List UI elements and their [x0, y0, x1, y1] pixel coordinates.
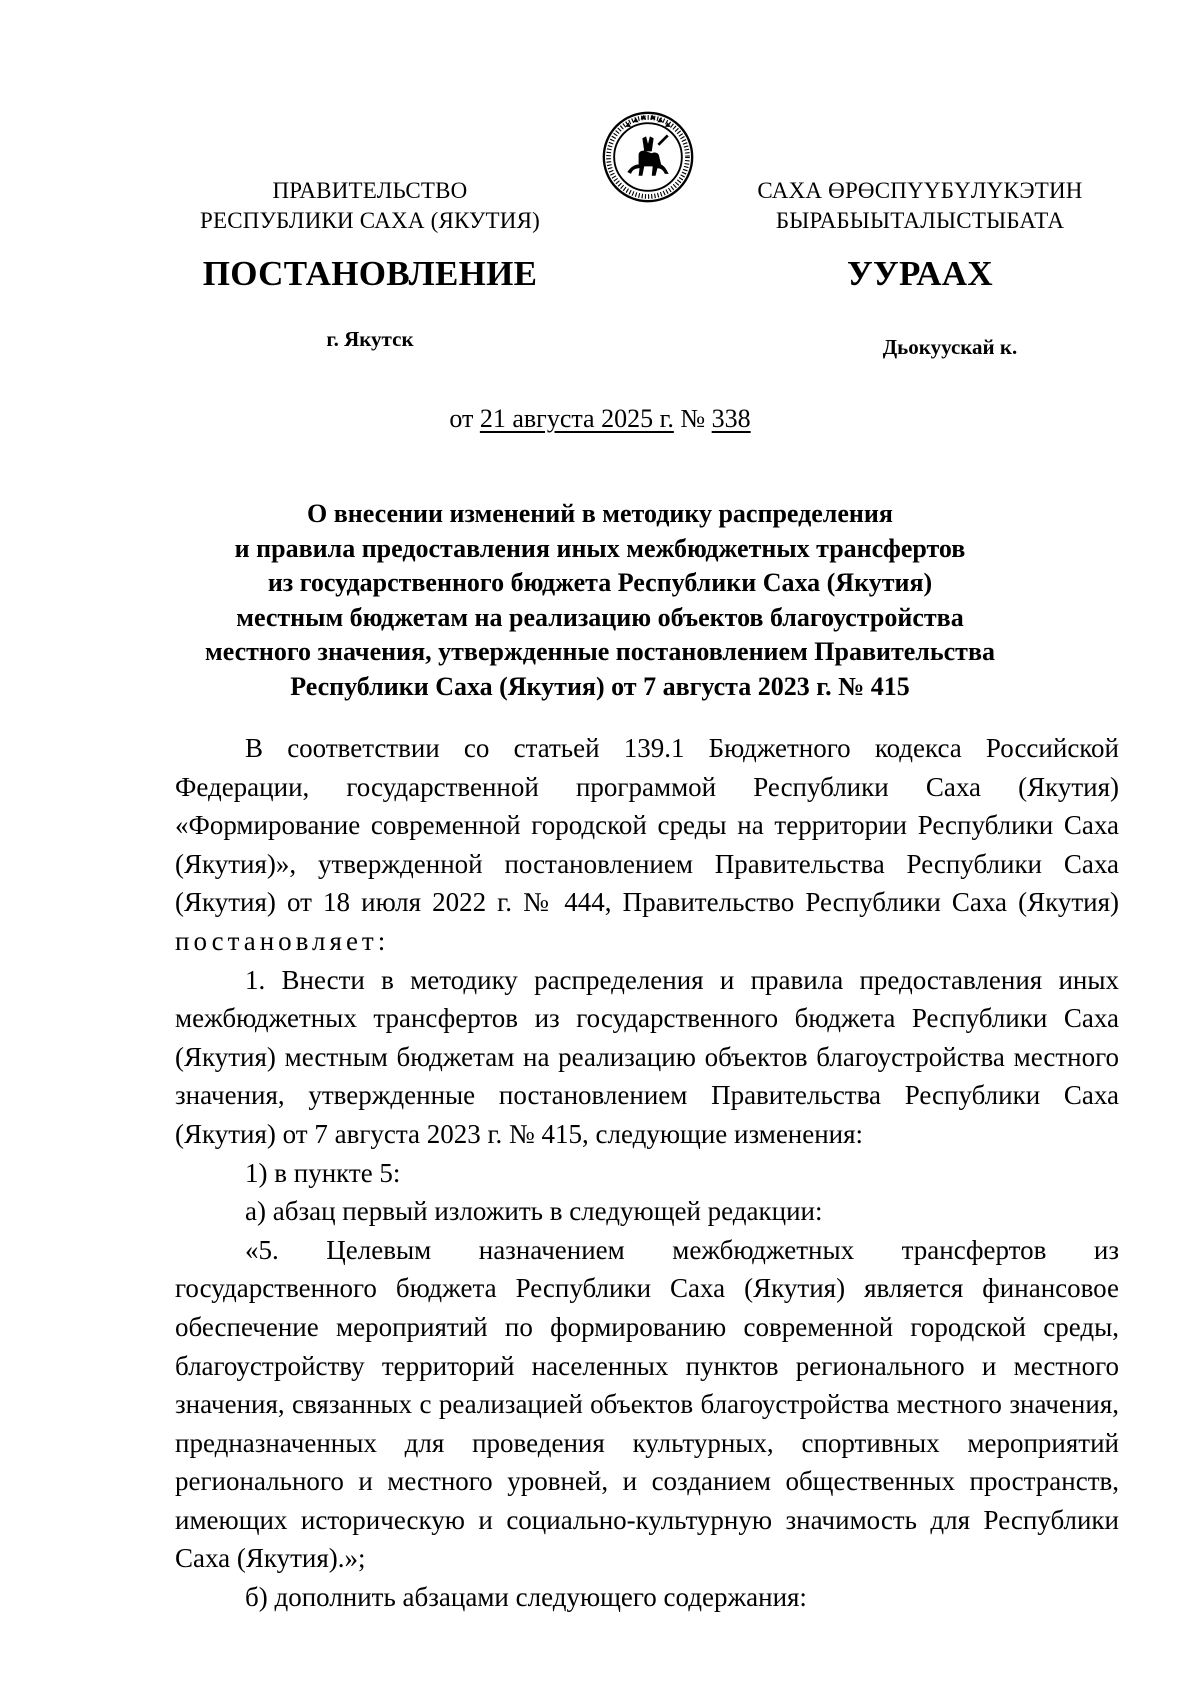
- document-type-sakha: УУРААХ: [847, 254, 993, 293]
- body-paragraph-preamble: [175, 729, 1119, 961]
- decree-word: постановляет:: [175, 925, 390, 956]
- title-line: О внесении изменений в методику распределения: [307, 499, 893, 528]
- document-body: [175, 729, 1119, 1617]
- government-name-russian: [160, 176, 580, 236]
- header-right-line2: БЫРАБЫЫТАЛЫСТЫБАТА: [775, 208, 1065, 233]
- dateline-prefix: от: [449, 404, 474, 433]
- body-paragraph-4: «5. Целевым назначением межбюджетных трансфертов из государственного бюджета Республики Саха (Якутия) является финансовое обеспечение мероприятий по формированию современной городской среды, благоустройству территорий населенных пунктов регионального и местного значения, связанных с реализацией объектов благоустройства местного значения, предназначенных для проведения культурных, спортивных мероприятий регионального и местного уровней, и созданием общественных пространств, имеющих историческую и социально-культурную значимость для Республики Саха (Якутия).»;: [175, 1234, 1119, 1574]
- title-line: местным бюджетам на реализацию объектов благоустройства: [236, 602, 964, 632]
- document-title: [170, 497, 1030, 704]
- city-russian: г. Якутск: [326, 327, 414, 351]
- government-name-sakha: [720, 176, 1120, 236]
- title-line: Республики Саха (Якутия) от 7 августа 2023 г. № 415: [290, 671, 910, 701]
- body-paragraph-2: 1) в пункте 5:: [245, 1157, 401, 1188]
- header-right-line1: САХА ӨРӨСПҮҮБҮЛҮКЭТИН: [757, 178, 1083, 203]
- preamble-text: В соответствии со статьей 139.1 Бюджетного кодекса Российской Федерации, государственной программой Республики Саха (Якутия) «Формирование современной городской среды на территории Республики Саха (Якутия)», утвержденной постановлением Правительства Республики Саха (Якутия) от 18 июля 2022 г. № 444, Правительство Республики Саха (Якутия): [175, 733, 1119, 918]
- document-number: 338: [711, 404, 751, 433]
- body-paragraph-3: а) абзац первый изложить в следующей редакции:: [245, 1196, 823, 1227]
- title-line: местного значения, утвержденные постановлением Правительства: [205, 637, 995, 666]
- header-left-line2: РЕСПУБЛИКИ САХА (ЯКУТИЯ): [199, 208, 541, 233]
- title-line: из государственного бюджета Республики Саха (Якутия): [267, 568, 933, 597]
- number-sign: №: [680, 404, 706, 433]
- body-paragraph-1: 1. Внести в методику распределения и правила предоставления иных межбюджетных трансфертов из государственного бюджета Республики Саха (Якутия) местным бюджетам на реализацию объектов благоустройства местного значения, утвержденные постановлением Правительства Республики Саха (Якутия) от 7 августа 2023 г. № 415, следующие изменения:: [175, 964, 1119, 1149]
- body-paragraph-5: б) дополнить абзацами следующего содержания:: [245, 1582, 807, 1613]
- document-dateline: [0, 402, 1200, 436]
- document-date: 21 августа 2025 г.: [479, 404, 674, 433]
- header-left-line1: ПРАВИТЕЛЬСТВО: [272, 178, 468, 203]
- coat-of-arms-sakha-icon: [601, 110, 695, 204]
- title-line: и правила предоставления иных межбюджетных трансфертов: [234, 533, 966, 563]
- document-type-russian: ПОСТАНОВЛЕНИЕ: [202, 254, 538, 293]
- city-sakha: Дьокуускай к.: [882, 335, 1018, 359]
